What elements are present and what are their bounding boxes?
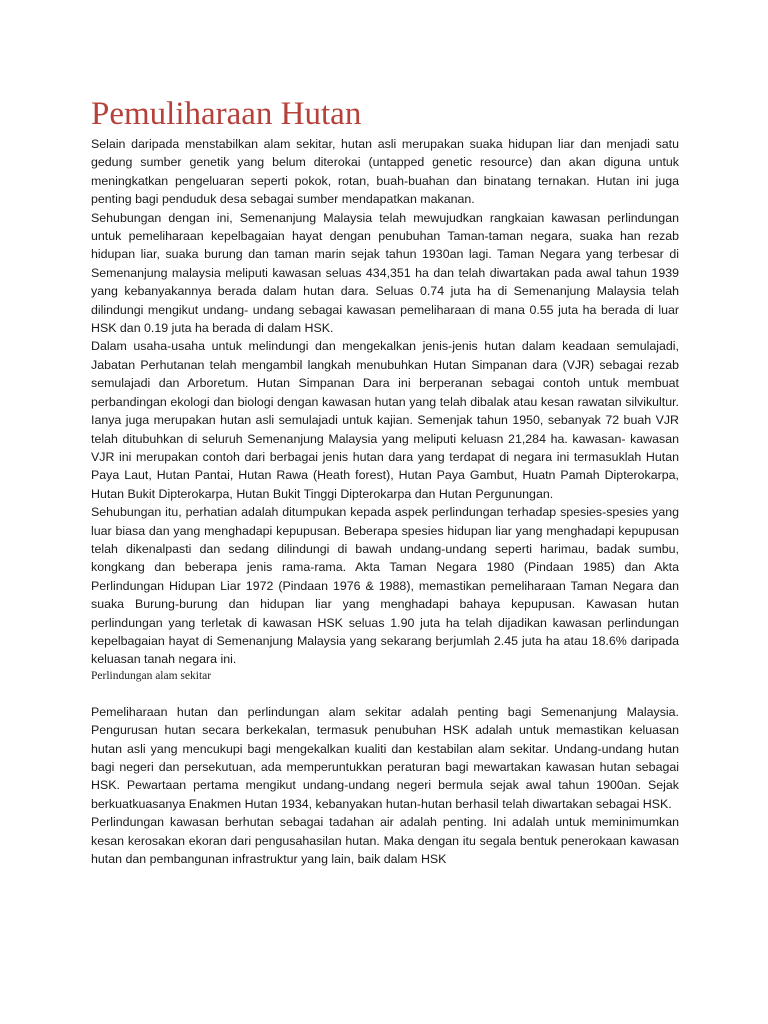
paragraph: Sehubungan itu, perhatian adalah ditumpukan kepada aspek perlindungan terhadap spesies-spesies yang luar biasa dan yang menghadapi kepupusan. Beberapa spesies hidupan liar yang menghadapi kepupusan telah dikenalpasti dan sedang dilindungi di bawah undang-undang seperti harimau, badak sumbu, kongkang dan beberapa jenis rama-rama. Akta Taman Negara 1980 (Pindaan 1985) dan Akta Perlindungan Hidupan Liar 1972 (Pindaan 1976 & 1988), memastikan pemeliharaan Taman Negara dan suaka Burung-burung dan hidupan liar yang menghadapi bahaya kepupusan. Kawasan hutan perlindungan yang terletak di kawasan HSK seluas 1.90 juta ha telah dijadikan kawasan perlindungan kepelbagaian hayat di Semenanjung Malaysia yang sekarang berjumlah 2.45 juta ha atau 18.6% daripada keluasan tanah negara ini. xyxy=(91,505,679,667)
paragraph: Pemeliharaan hutan dan perlindungan alam sekitar adalah penting bagi Semenanjung Malaysia. Pengurusan hutan secara berkekalan, termasuk penubuhan HSK adalah untuk memastikan keluasan hutan asli yang mencukupi bagi mengekalkan kualiti dan kestabilan alam sekitar. Undang-undang hutan bagi negeri dan persekutuan, ada memperuntukkan peraturan bagi mewartakan kawasan hutan sebagai HSK. Pewartaan pertama mengikut undang-undang negeri bermula sejak awal tahun 1900an. Sejak berkuatkuasanya Enakmen Hutan 1934, kebanyakan hutan-hutan berhasil telah diwartakan sebagai HSK. xyxy=(91,704,679,811)
document-body xyxy=(91,95,679,868)
section-heading: Perlindungan alam sekitar xyxy=(91,669,212,682)
paragraph: Sehubungan dengan ini, Semenanjung Malaysia telah mewujudkan rangkaian kawasan perlindungan untuk pemeliharaan kepelbagaian hayat dengan penubuhan Taman-taman negara, suaka han rezab hidupan liar, suaka burung dan taman marin sejak tahun 1930an lagi. Taman Negara yang terbesar di Semenanjung malaysia meliputi kawasan seluas 434,351 ha dan telah diwartakan pada awal tahun 1939 yang kebanyakannya berada dalam hutan dara. Seluas 0.74 juta ha di Semenanjung Malaysia telah dilindungi mengikut undang- undang sebagai kawasan pemeliharaan di mana 0.55 juta ha berada di luar HSK dan 0.19 juta ha berada di dalam HSK. xyxy=(91,210,679,336)
page-title: Pemuliharaan Hutan xyxy=(91,96,362,132)
paragraph: Selain daripada menstabilkan alam sekitar, hutan asli merupakan suaka hidupan liar dan menjadi satu gedung sumber genetik yang belum diterokai (untapped genetic resource) dan akan diguna untuk meningkatkan pengeluaran seperti pokok, rotan, buah-buahan dan binatang ternakan. Hutan ini juga penting bagi penduduk desa sebagai sumber mendapatkan makanan. xyxy=(91,137,679,207)
paragraph: Dalam usaha-usaha untuk melindungi dan mengekalkan jenis-jenis hutan dalam keadaan semulajadi, Jabatan Perhutanan telah mengambil langkah menubuhkan Hutan Simpanan dara (VJR) sebagai rezab semulajadi dan Arboretum. Hutan Simpanan Dara ini berperanan sebagai contoh untuk membuat perbandingan ekologi dan biologi dengan kawasan hutan yang telah dibalak atau kesan rawatan silvikultur. Ianya juga merupakan hutan asli semulajadi untuk kajian. Semenjak tahun 1950, sebanyak 72 buah VJR telah ditubuhkan di seluruh Semenanjung Malaysia yang meliputi keluasn 21,284 ha. kawasan- kawasan VJR ini merupakan contoh dari berbagai jenis hutan dara yang terdapat di negara ini termasuklah Hutan Paya Laut, Hutan Pantai, Hutan Rawa (Heath forest), Hutan Paya Gambut, Huatn Pamah Dipterokarpa, Hutan Bukit Dipterokarpa, Hutan Bukit Tinggi Dipterokarpa dan Hutan Pergunungan. xyxy=(91,339,679,501)
paragraph: Perlindungan kawasan berhutan sebagai tadahan air adalah penting. Ini adalah untuk meminimumkan kesan kerosakan ekoran dari pengusahasilan hutan. Maka dengan itu segala bentuk penerokaan kawasan hutan dan pembangunan infrastruktur yang lain, baik dalam HSK xyxy=(91,815,679,867)
